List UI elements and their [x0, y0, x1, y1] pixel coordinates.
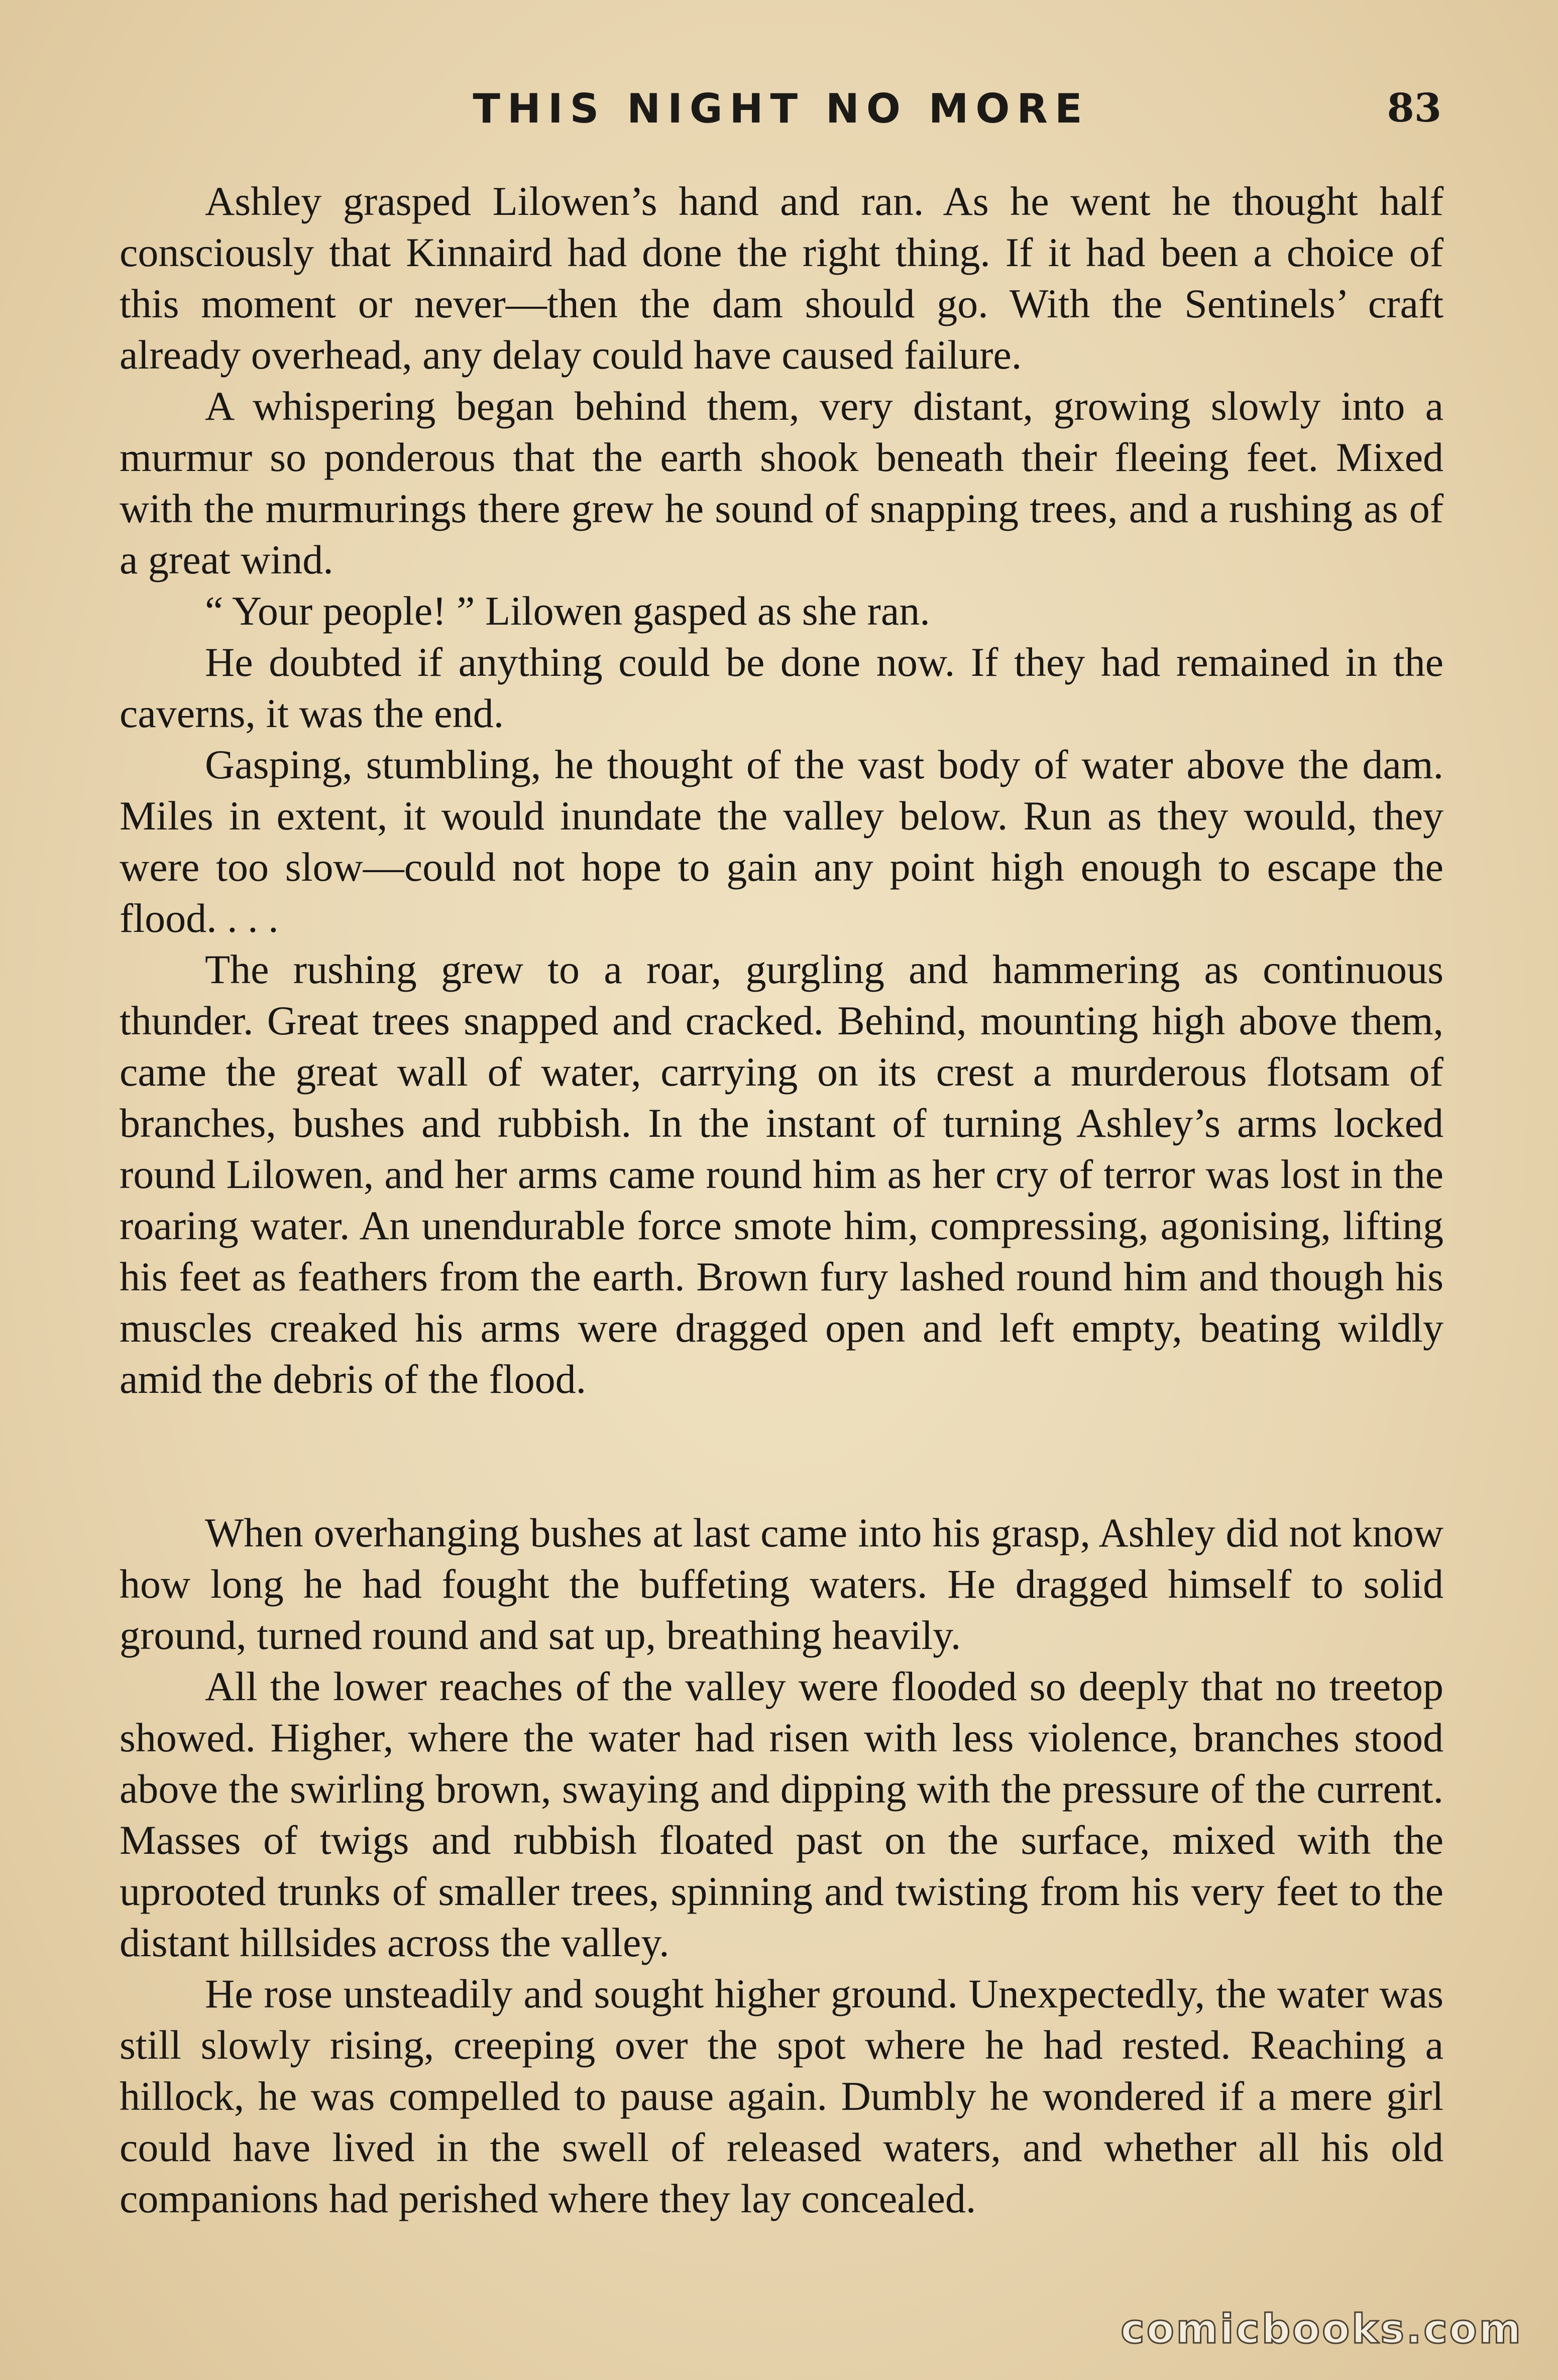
paragraph: All the lower reaches of the valley were flooded so deeply that no treetop showed. Higher, where the water had risen with less violence, branches stood above the swirling brown, swaying and dipping with the pressure of the current. Masses of twigs and rubbish floated past on the surface, mixed with the uprooted trunks of smaller trees, spinning and twisting from his very feet to the distant hillsides across the valley. — [120, 1663, 1443, 1965]
paragraph: The rushing grew to a roar, gurgling and hammering as continuous thunder. Great trees snapped and cracked. Behind, mounting high above them, came the great wall of water, carrying on its crest a murderous flotsam of branches, bushes and rubbish. In the instant of turning Ashley’s arms locked round Lilowen, and her arms came round him as her cry of terror was lost in the roaring water. An unendurable force smote him, compressing, agonising, lifting his feet as feathers from the earth. Brown fury lashed round him and though his muscles creaked his arms were dragged open and left empty, beating wildly amid the debris of the flood. — [120, 946, 1443, 1402]
page-header — [121, 85, 1441, 141]
paragraph: He rose unsteadily and sought higher ground. Unexpectedly, the water was still slowly rising, creeping over the spot where he had rested. Reaching a hillock, he was compelled to pause again. Dumbly he wondered if a mere girl could have lived in the swell of released waters, and whether all his old companions had perished where they lay concealed. — [120, 1971, 1443, 2221]
section-break — [120, 1405, 1443, 1507]
paragraph: Ashley grasped Lilowen’s hand and ran. As he went he thought half consciously that Kinnaird had done the right thing. If it had been a choice of this moment or never—then the dam should go. With the Sentinels’ craft already overhead, any delay could have caused failure. — [120, 178, 1443, 378]
running-title: THIS NIGHT NO MORE — [473, 85, 1089, 132]
paragraph: When overhanging bushes at last came into his grasp, Ashley did not know how long he had fought the buffeting waters. He dragged himself to solid ground, turned round and sat up, breathing heavily. — [120, 1510, 1443, 1658]
body-text — [120, 176, 1443, 2224]
page-number: 83 — [1387, 85, 1441, 131]
paragraph: “ Your people! ” Lilowen gasped as she ran. — [205, 588, 930, 634]
watermark-logo: comicbooks.com — [1121, 2306, 1523, 2352]
paragraph: Gasping, stumbling, he thought of the vast body of water above the dam. Miles in extent, it would inundate the valley below. Run as they would, they were too slow—could not hope to gain any point high enough to escape the flood. . . . — [120, 742, 1443, 941]
paragraph: A whispering began behind them, very distant, growing slowly into a murmur so ponderous that the earth shook beneath their fleeing feet. Mixed with the murmurings there grew he sound of snapping trees, and a rushing as of a great wind. — [120, 383, 1443, 582]
paragraph: He doubted if anything could be done now. If they had remained in the caverns, it was the end. — [120, 639, 1443, 736]
